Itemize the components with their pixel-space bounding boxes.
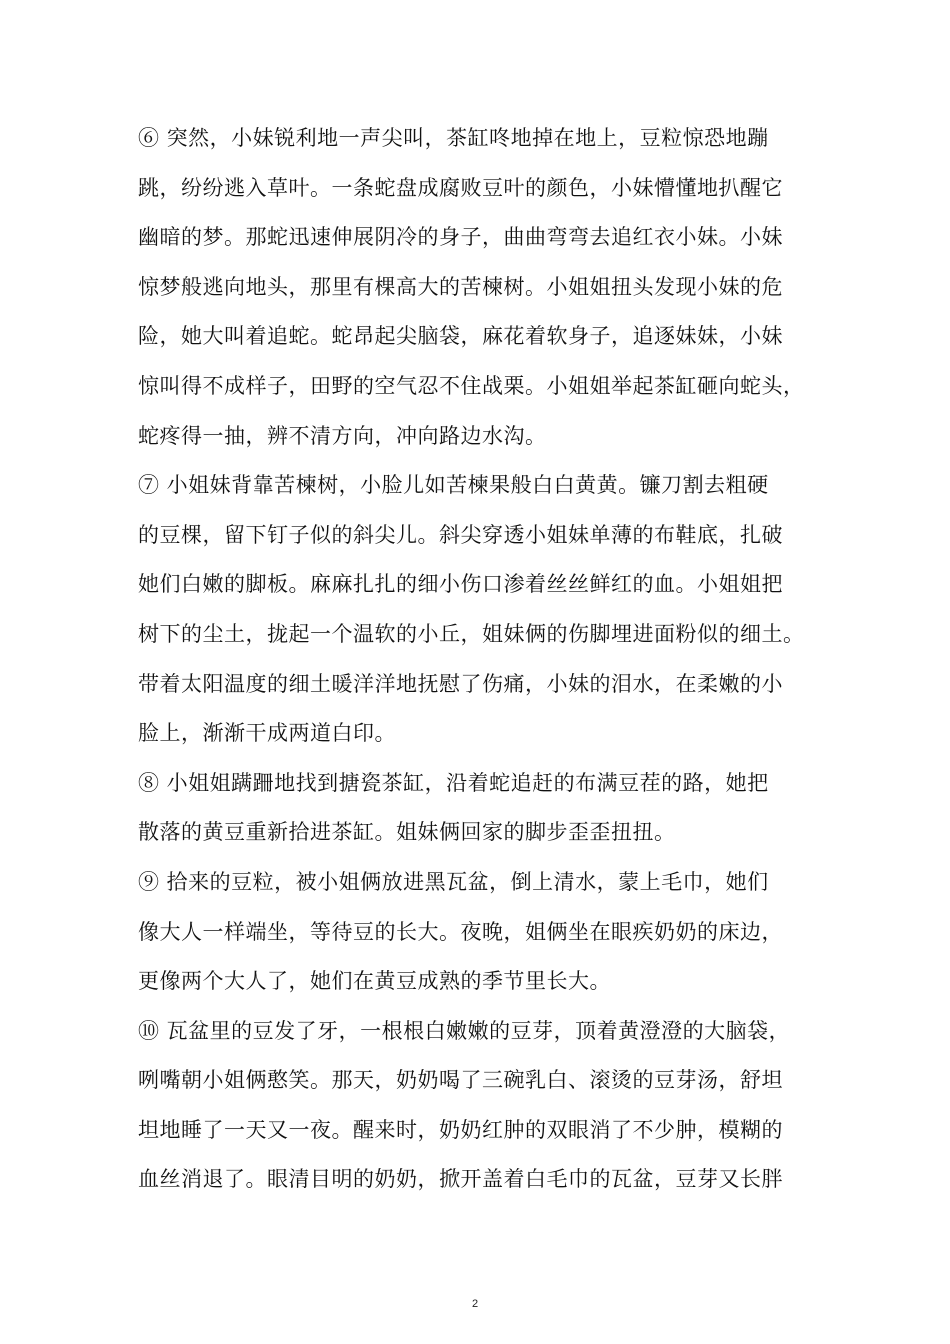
- text-line: 血丝消退了。眼清目明的奶奶，掀开盖着白毛巾的瓦盆，豆芽又长胖: [138, 1167, 783, 1192]
- paragraph-6: [138, 114, 828, 461]
- text-line: 咧嘴朝小姐俩憨笑。那天，奶奶喝了三碗乳白、滚烫的豆芽汤，舒坦: [138, 1068, 783, 1093]
- text-line: 树下的尘土，拢起一个温软的小丘，姐妹俩的伤脚埋进面粉似的细土。: [138, 621, 805, 646]
- text-line: 惊梦般逃向地头，那里有棵高大的苦楝树。小姐姐扭头发现小妹的危: [138, 274, 783, 299]
- text-line: 脸上，渐渐干成两道白印。: [138, 721, 396, 746]
- paragraph-9: [138, 858, 828, 1007]
- paragraph-10: [138, 1007, 828, 1205]
- text-line: 她们白嫩的脚板。麻麻扎扎的细小伤口渗着丝丝鲜红的血。小姐姐把: [138, 572, 783, 597]
- text-line: ⑩ 瓦盆里的豆发了牙，一根根白嫩嫩的豆芽，顶着黄澄澄的大脑袋，: [138, 1018, 791, 1043]
- text-line: 带着太阳温度的细土暖洋洋地抚慰了伤痛，小妹的泪水，在柔嫩的小: [138, 671, 783, 696]
- page-number: 2: [471, 1298, 479, 1310]
- text-line: ⑧ 小姐姐蹒跚地找到搪瓷茶缸，沿着蛇追赶的布满豆茬的路，她把: [138, 770, 769, 795]
- text-line: 散落的黄豆重新拾进茶缸。姐妹俩回家的脚步歪歪扭扭。: [138, 820, 676, 845]
- text-line: 幽暗的梦。那蛇迅速伸展阴冷的身子，曲曲弯弯去追红衣小妹。小妹: [138, 225, 783, 250]
- text-line: ⑨ 拾来的豆粒，被小姐俩放进黑瓦盆，倒上清水，蒙上毛巾，她们: [138, 869, 769, 894]
- text-line: 跳，纷纷逃入草叶。一条蛇盘成腐败豆叶的颜色，小妹懵懂地扒醒它: [138, 175, 783, 200]
- text-line: 险，她大叫着追蛇。蛇昂起尖脑袋，麻花着软身子，追逐妹妹，小妹: [138, 324, 783, 349]
- text-line: 更像两个大人了，她们在黄豆成熟的季节里长大。: [138, 969, 611, 994]
- text-line: 蛇疼得一抽，辨不清方向，冲向路边水沟。: [138, 423, 547, 448]
- paragraph-8: [138, 759, 828, 858]
- paragraph-7: [138, 461, 828, 759]
- text-line: ⑥ 突然，小妹锐利地一声尖叫，茶缸咚地掉在地上，豆粒惊恐地蹦: [138, 126, 769, 150]
- body-text: [138, 114, 828, 1205]
- text-line: ⑦ 小姐妹背靠苦楝树，小脸儿如苦楝果般白白黄黄。镰刀割去粗硬: [138, 473, 769, 498]
- text-line: 惊叫得不成样子，田野的空气忍不住战栗。小姐姐举起茶缸砸向蛇头，: [138, 373, 805, 398]
- text-line: 坦地睡了一天又一夜。醒来时，奶奶红肿的双眼消了不少肿，模糊的: [138, 1117, 783, 1142]
- text-line: 的豆棵，留下钉子似的斜尖儿。斜尖穿透小姐妹单薄的布鞋底，扎破: [138, 522, 783, 547]
- text-line: 像大人一样端坐，等待豆的长大。夜晚，姐俩坐在眼疾奶奶的床边，: [138, 919, 783, 944]
